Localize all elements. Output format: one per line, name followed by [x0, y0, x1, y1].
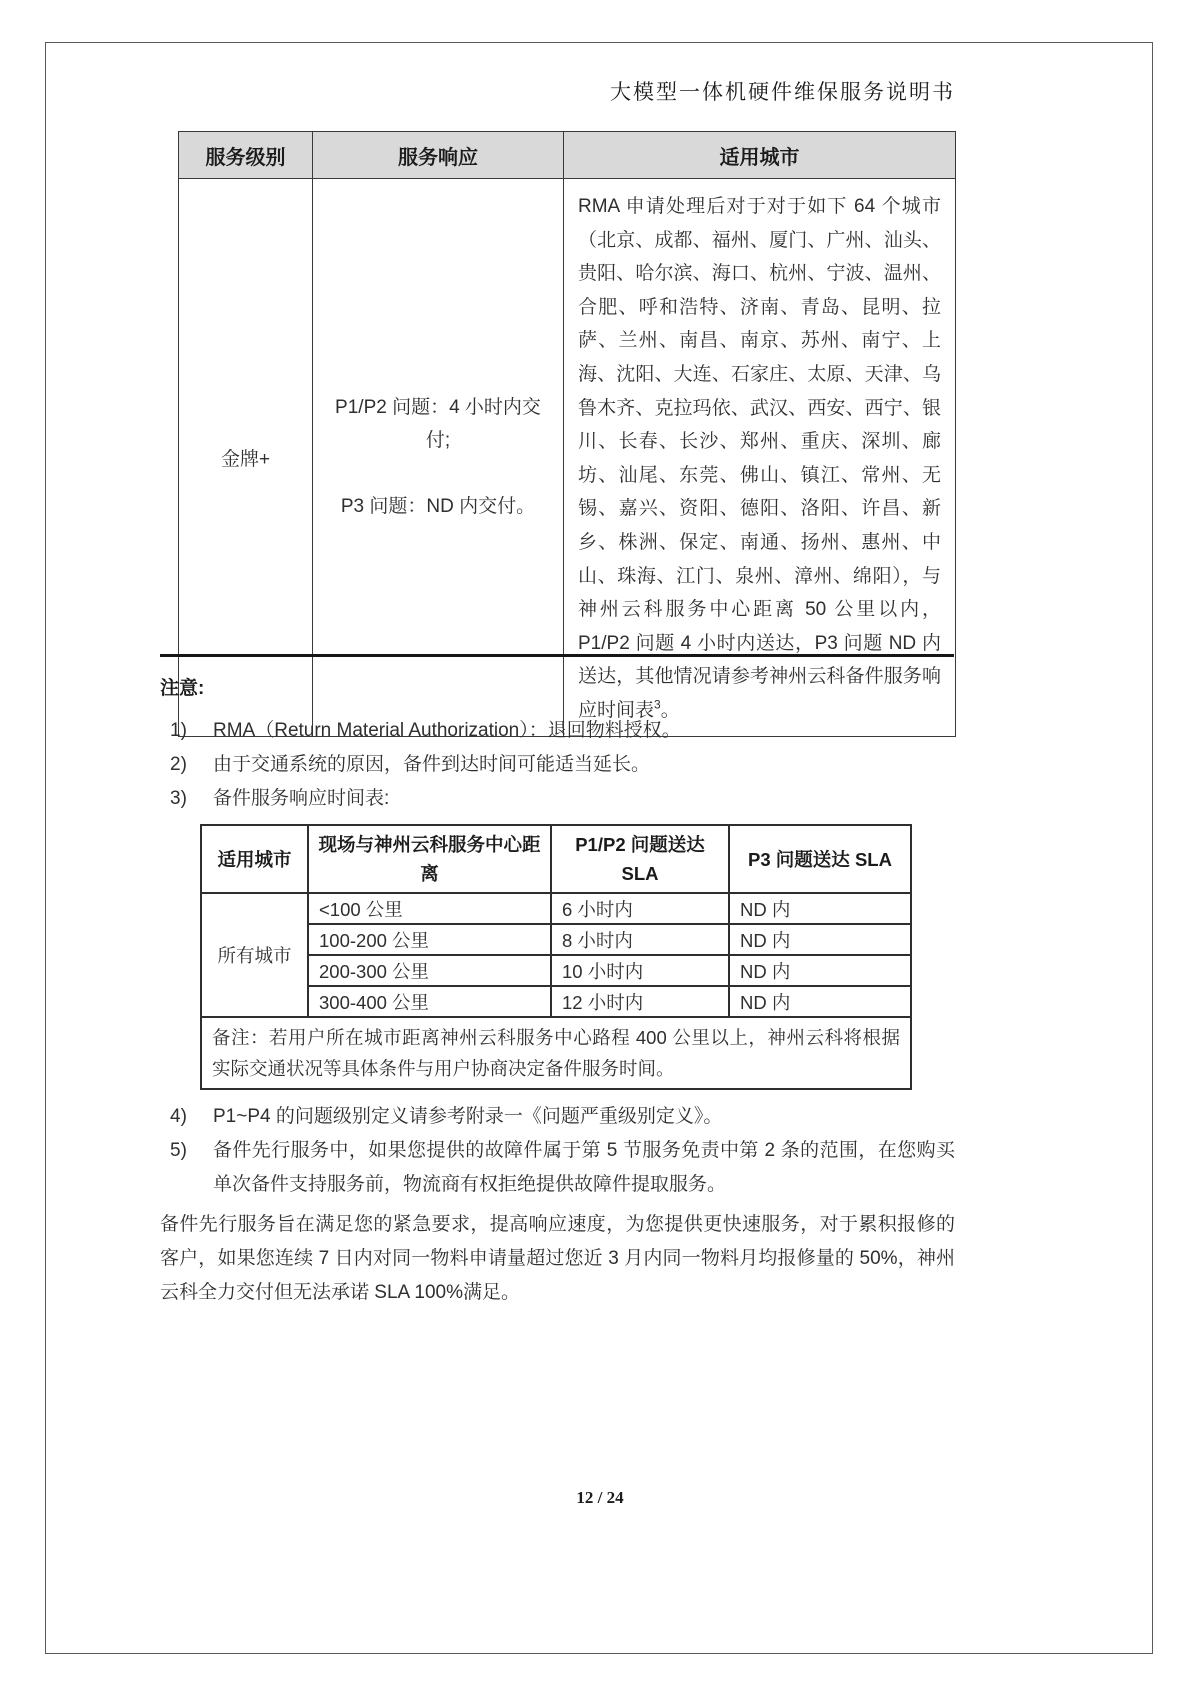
service-table-row-gold-plus — [179, 179, 956, 737]
sla-p3-cell: ND 内 — [729, 924, 911, 955]
sla-p1p2-cell: 8 小时内 — [551, 924, 729, 955]
sla-table-row — [201, 924, 911, 955]
sla-city-group-cell: 所有城市 — [201, 893, 308, 1017]
cities-text-end: 。 — [660, 699, 680, 721]
note-text: 备件服务响应时间表: — [213, 788, 390, 809]
sla-header-distance: 现场与神州云科服务中心距离 — [308, 825, 551, 893]
sla-remark-cell: 备注：若用户所在城市距离神州云科服务中心路程 400 公里以上，神州云科将根据实际交通状况等具体条件与用户协商决定备件服务时间。 — [201, 1017, 911, 1089]
sla-p3-cell: ND 内 — [729, 986, 911, 1017]
sla-table-remark-row — [201, 1017, 911, 1089]
footnote-marker-3: 3 — [654, 697, 661, 712]
note-text: RMA（Return Material Authorization）：退回物料授权。 — [213, 720, 681, 741]
notes-heading: 注意: — [160, 678, 205, 699]
note-number: 5) — [170, 1140, 187, 1161]
spare-parts-sla-table — [200, 824, 912, 1090]
sla-header-p1p2: P1/P2 问题送达 SLA — [551, 825, 729, 893]
service-table-header-response: 服务响应 — [313, 132, 564, 179]
note-text: P1~P4 的问题级别定义请参考附录一《问题严重级别定义》。 — [213, 1106, 723, 1127]
sla-p3-cell: ND 内 — [729, 955, 911, 986]
note-text: 由于交通系统的原因，备件到达时间可能适当延长。 — [213, 754, 651, 775]
section-divider-rule — [160, 654, 954, 657]
sla-distance-cell: 200-300 公里 — [308, 955, 551, 986]
service-level-table — [178, 131, 956, 737]
closing-paragraph: 备件先行服务旨在满足您的紧急要求，提高响应速度，为您提供更快速服务，对于累积报修的客户，如果您连续 7 日内对同一物料申请量超过您近 3 月内同一物料月均报修量的 50%，神州云科全力交付但无法承诺 SLA 100%满足。 — [160, 1214, 955, 1303]
sla-p3-cell: ND 内 — [729, 893, 911, 924]
sla-table-row — [201, 955, 911, 986]
note-item-3 — [160, 782, 955, 816]
cities-text: RMA 申请处理后对于对于如下 64 个城市（北京、成都、福州、厦门、广州、汕头、贵阳、哈尔滨、海口、杭州、宁波、温州、合肥、呼和浩特、济南、青岛、昆明、拉萨、兰州、南昌、南京、苏州、南宁、上海、沈阳、大连、石家庄、太原、天津、乌鲁木齐、克拉玛依、武汉、西安、西宁、银川、长春、长沙、郑州、重庆、深圳、廊坊、汕尾、东莞、佛山、镇江、常州、无锡、嘉兴、资阳、德阳、洛阳、许昌、新乡、株洲、保定、南通、扬州、惠州、中山、珠海、江门、泉州、漳州、绵阳），与神州云科服务中心距离 50 公里以内，P1/P2 问题 4 小时内送达，P3 问题 ND 内送达，其他情况请参考神州云科备件服务响应时间表 — [578, 196, 941, 721]
sla-distance-cell: 300-400 公里 — [308, 986, 551, 1017]
service-response-cell — [313, 179, 564, 737]
sla-header-p3: P3 问题送达 SLA — [729, 825, 911, 893]
service-level-cell: 金牌+ — [179, 179, 313, 737]
sla-p1p2-cell: 12 小时内 — [551, 986, 729, 1017]
note-item-1 — [160, 714, 955, 748]
note-number: 2) — [170, 754, 187, 775]
note-number: 4) — [170, 1106, 187, 1127]
sla-p1p2-cell: 10 小时内 — [551, 955, 729, 986]
service-table-header-row — [179, 132, 956, 179]
sla-distance-cell: 100-200 公里 — [308, 924, 551, 955]
note-text: 备件先行服务中，如果您提供的故障件属于第 5 节服务免责中第 2 条的范围，在您购买单次备件支持服务前，物流商有权拒绝提供故障件提取服务。 — [213, 1140, 955, 1195]
response-p3: P3 问题：ND 内交付。 — [340, 496, 536, 518]
sla-header-city: 适用城市 — [201, 825, 308, 893]
sla-table-row — [201, 893, 911, 924]
note-number: 3) — [170, 788, 187, 809]
page-number: 12 / 24 — [576, 1488, 624, 1507]
sla-table-header-row — [201, 825, 911, 893]
service-table-header-cities: 适用城市 — [564, 132, 956, 179]
note-item-4 — [160, 1100, 955, 1134]
response-p1p2: P1/P2 问题：4 小时内交付; — [335, 397, 541, 452]
note-number: 1) — [170, 720, 187, 741]
note-item-2 — [160, 748, 955, 782]
notes-section — [160, 672, 955, 1310]
service-table-header-level: 服务级别 — [179, 132, 313, 179]
document-header-title: 大模型一体机硬件维保服务说明书 — [610, 80, 955, 104]
applicable-cities-cell — [564, 179, 956, 737]
note-item-5 — [160, 1134, 955, 1202]
sla-table-row — [201, 986, 911, 1017]
sla-distance-cell: <100 公里 — [308, 893, 551, 924]
sla-p1p2-cell: 6 小时内 — [551, 893, 729, 924]
